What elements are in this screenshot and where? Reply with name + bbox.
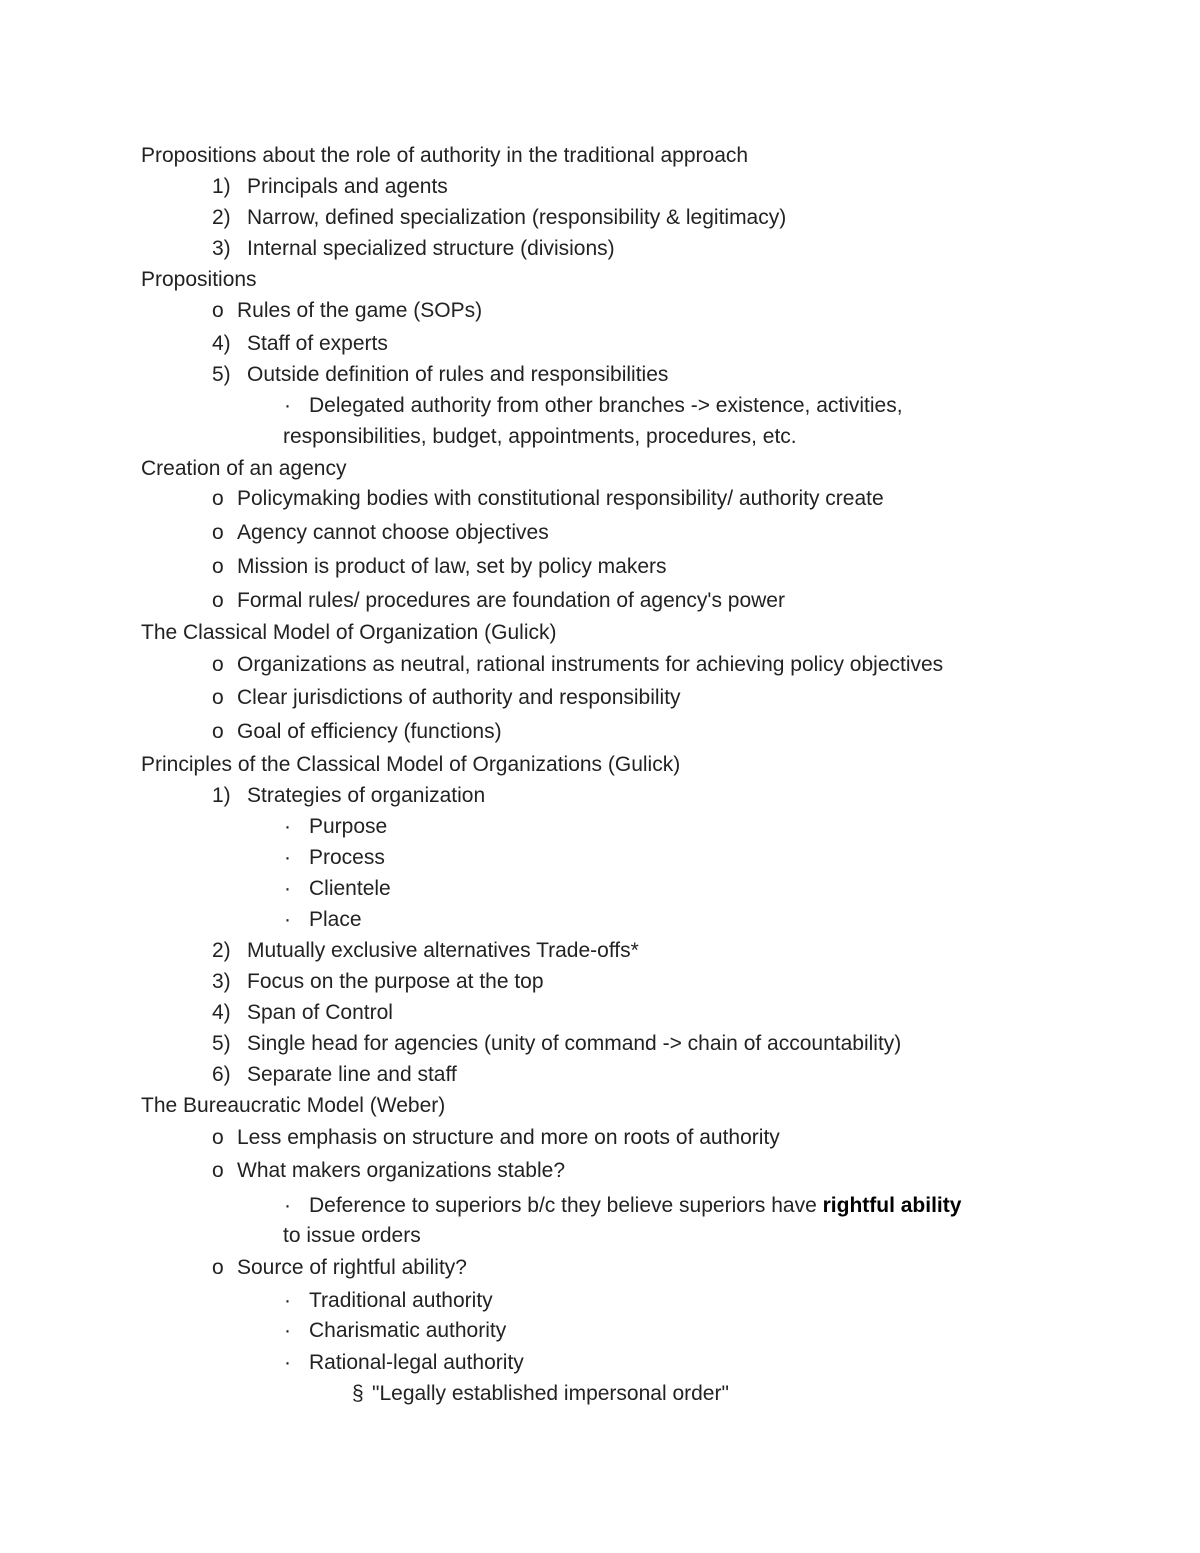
section-heading: The Classical Model of Organization (Gulick) — [141, 621, 557, 644]
sub-list-item: Delegated authority from other branches -> existence, activities, — [309, 394, 903, 417]
list-marker: 4) — [212, 332, 231, 355]
list-item: Separate line and staff — [247, 1063, 457, 1086]
list-marker: 2) — [212, 939, 231, 962]
list-marker: 3) — [212, 237, 231, 260]
list-item: Goal of efficiency (functions) — [237, 720, 502, 743]
list-item: Strategies of organization — [247, 784, 486, 807]
sub-list-item: Purpose — [309, 815, 388, 838]
list-marker: o — [212, 299, 224, 322]
list-marker: o — [212, 1256, 224, 1279]
sub-list-item-continuation: responsibilities, budget, appointments, procedures, etc. — [283, 425, 797, 448]
list-marker: 1) — [212, 784, 231, 807]
sub-bullet-marker: · — [284, 1319, 291, 1342]
list-marker: o — [212, 653, 224, 676]
sub-bullet-marker: · — [284, 1194, 291, 1217]
list-item: Staff of experts — [247, 332, 388, 355]
list-marker: 2) — [212, 206, 231, 229]
list-item: Outside definition of rules and responsibilities — [247, 363, 669, 386]
list-item: Source of rightful ability? — [237, 1256, 467, 1279]
sub-list-item-continuation: to issue orders — [283, 1224, 421, 1247]
list-marker: o — [212, 1126, 224, 1149]
sub-bullet-marker: · — [284, 815, 291, 838]
list-marker: 5) — [212, 1032, 231, 1055]
sub-list-item — [309, 1193, 961, 1219]
list-item: Single head for agencies (unity of command -> chain of accountability) — [247, 1032, 902, 1055]
list-marker: 5) — [212, 363, 231, 386]
list-item: Organizations as neutral, rational instruments for achieving policy objectives — [237, 653, 944, 676]
list-item: Less emphasis on structure and more on roots of authority — [237, 1126, 780, 1149]
list-item: Agency cannot choose objectives — [237, 521, 549, 544]
list-item: Internal specialized structure (divisions) — [247, 237, 615, 260]
list-marker: 6) — [212, 1063, 231, 1086]
section-heading: Propositions — [141, 268, 257, 291]
sub-bullet-marker: · — [284, 1351, 291, 1374]
list-marker: 1) — [212, 175, 231, 198]
sub-bullet-marker: · — [284, 1289, 291, 1312]
list-marker: 3) — [212, 970, 231, 993]
section-heading: Creation of an agency — [141, 457, 347, 480]
list-marker: o — [212, 686, 224, 709]
sub-bullet-marker: · — [284, 877, 291, 900]
list-marker: 4) — [212, 1001, 231, 1024]
list-item: Rules of the game (SOPs) — [237, 299, 483, 322]
sub-list-item: Rational-legal authority — [309, 1351, 524, 1374]
list-marker: o — [212, 487, 224, 510]
section-heading: Principles of the Classical Model of Organizations (Gulick) — [141, 753, 681, 776]
section-heading: The Bureaucratic Model (Weber) — [141, 1094, 446, 1117]
list-marker: o — [212, 720, 224, 743]
list-item: Formal rules/ procedures are foundation of agency's power — [237, 589, 785, 612]
section-heading: Propositions about the role of authority in the traditional approach — [141, 144, 749, 167]
sub-list-item: Process — [309, 846, 385, 869]
list-item: Narrow, defined specialization (responsibility & legitimacy) — [247, 206, 787, 229]
list-item: Mission is product of law, set by policy makers — [237, 555, 667, 578]
list-item: Principals and agents — [247, 175, 448, 198]
sub-list-item: Traditional authority — [309, 1289, 493, 1312]
list-marker: o — [212, 555, 224, 578]
list-marker: o — [212, 1159, 224, 1182]
list-item: Mutually exclusive alternatives Trade-offs* — [247, 939, 639, 962]
deference-text: Deference to superiors b/c they believe superiors have — [309, 1194, 823, 1217]
sub-bullet-marker: · — [284, 394, 291, 417]
list-marker: o — [212, 589, 224, 612]
sub-bullet-marker: · — [284, 846, 291, 869]
bold-phrase: rightful ability — [822, 1194, 962, 1217]
sub-bullet-marker: · — [284, 908, 291, 931]
sub-sub-list-item: "Legally established impersonal order" — [372, 1382, 729, 1405]
list-item: Clear jurisdictions of authority and responsibility — [237, 686, 681, 709]
sub-list-item: Charismatic authority — [309, 1319, 507, 1342]
list-marker: o — [212, 521, 224, 544]
list-item: Policymaking bodies with constitutional responsibility/ authority create — [237, 487, 884, 510]
sub-list-item: Place — [309, 908, 362, 931]
list-item: Span of Control — [247, 1001, 393, 1024]
section-sign-marker: § — [352, 1382, 364, 1405]
sub-list-item: Clientele — [309, 877, 391, 900]
list-item: Focus on the purpose at the top — [247, 970, 544, 993]
list-item: What makers organizations stable? — [237, 1159, 565, 1182]
